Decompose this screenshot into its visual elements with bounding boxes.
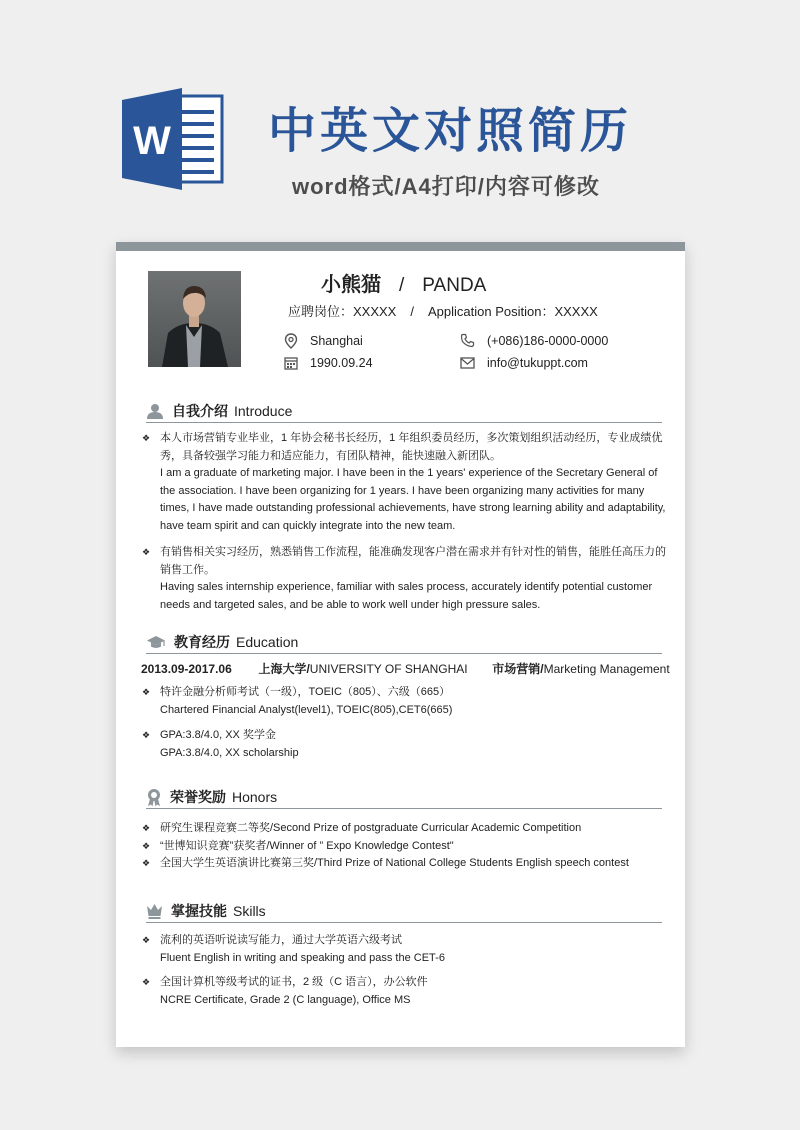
section-intro-header <box>146 400 662 423</box>
intro-item-1-cn: 本人市场营销专业毕业，1 年协会秘书长经历，1 年组织委员经历，多次策划组织活动经历，专业成绩优秀，具备较强学习能力和适应能力，有团队精神，能快速融入新团队。 <box>160 432 663 462</box>
sheet-top-bar <box>116 242 685 251</box>
honors-item-2-text: “世博知识竞赛”获奖者/Winner of ” Expo Knowledge Contest" <box>160 839 454 852</box>
education-item-1 <box>142 684 667 719</box>
crown-icon <box>146 903 163 919</box>
phone-icon <box>460 333 475 348</box>
education-period: 2013.09-2017.06 <box>141 662 232 676</box>
bullet-icon: ❖ <box>142 433 151 443</box>
intro-item-2-en: Having sales internship experience, familiar with sales process, accurately identify potential customer needs and targeted sales, and be able to work well under high pressure sales. <box>160 581 653 611</box>
bullet-icon: ❖ <box>142 730 151 740</box>
bullet-icon: ❖ <box>142 858 151 868</box>
person-avatar-icon <box>148 271 241 367</box>
contact-birth <box>284 356 373 370</box>
education-summary <box>141 660 670 677</box>
honors-item-2 <box>142 838 667 856</box>
intro-item-1 <box>142 430 667 535</box>
name-slash: / <box>399 275 405 296</box>
education-major-en: Marketing Management <box>543 662 670 676</box>
name-en: PANDA <box>422 275 487 296</box>
education-item-2 <box>142 727 667 762</box>
position-cn: 应聘岗位：XXXXX <box>288 304 397 319</box>
section-intro-en: Introduce <box>234 403 293 419</box>
education-school-en: UNIVERSITY OF SHANGHAI <box>309 662 468 676</box>
section-education-header <box>146 631 662 654</box>
bullet-icon: ❖ <box>142 547 151 557</box>
position-line <box>288 301 598 320</box>
bullet-icon: ❖ <box>142 935 151 945</box>
location-pin-icon <box>284 333 298 349</box>
contact-phone <box>460 333 608 348</box>
medal-icon <box>146 788 162 807</box>
person-icon <box>146 403 164 419</box>
graduation-cap-icon <box>146 635 166 650</box>
section-honors-header <box>146 786 662 809</box>
skills-item-1-en: Fluent English in writing and speaking and pass the CET-6 <box>160 951 445 964</box>
name-cn: 小熊猫 <box>321 274 381 296</box>
section-education-en: Education <box>236 634 299 650</box>
contact-email <box>460 356 588 370</box>
honors-item-3 <box>142 855 667 873</box>
resume-sheet <box>116 242 685 1047</box>
honors-item-1-text: 研究生课程竞赛二等奖/Second Prize of postgraduate Curricular Academic Competition <box>160 822 582 834</box>
skills-item-1-cn: 流利的英语听说读写能力，通过大学英语六级考试 <box>160 934 402 946</box>
honors-item-3-text: 全国大学生英语演讲比赛第三奖/Third Prize of National College Students English speech contest <box>160 857 629 869</box>
banner-title: 中英文对照简历 <box>268 105 633 158</box>
name-line <box>321 268 486 297</box>
contact-city <box>284 333 363 349</box>
word-letter: W <box>133 119 171 163</box>
banner-subtitle: word格式/A4打印/内容可修改 <box>292 174 600 199</box>
calendar-icon <box>284 356 298 370</box>
section-intro-cn: 自我介绍 <box>172 403 228 419</box>
education-item-1-cn: 特许金融分析师考试（一级），TOEIC（805）、六级（665） <box>160 686 451 698</box>
section-skills-cn: 掌握技能 <box>171 903 227 919</box>
intro-item-2 <box>142 544 667 614</box>
bullet-icon: ❖ <box>142 977 151 987</box>
skills-item-2-en: NCRE Certificate, Grade 2 (C language), Office MS <box>160 993 411 1006</box>
birth-text: 1990.09.24 <box>310 356 373 370</box>
intro-item-1-en: I am a graduate of marketing major. I have been in the 1 years' experience of the Secretary General of the association. I have been organizing for 1 years. I have been organizing many activities for many times, I have made outstanding professional achievements, have strong learning ability and adaptability, have team spirit and can quickly integrate into the new team. <box>160 467 666 532</box>
bullet-icon: ❖ <box>142 840 151 851</box>
education-item-2-en: GPA:3.8/4.0, XX scholarship <box>160 746 299 759</box>
education-school-cn: 上海大学/ <box>258 662 310 676</box>
word-doc-icon <box>118 84 228 194</box>
profile-photo <box>148 271 241 367</box>
email-text: info@tukuppt.com <box>487 356 588 370</box>
honors-item-1 <box>142 820 667 838</box>
skills-item-2-cn: 全国计算机等级考试的证书，2 级（C 语言），办公软件 <box>160 976 428 988</box>
education-major-cn: 市场营销/ <box>492 662 544 676</box>
intro-item-2-cn: 有销售相关实习经历，熟悉销售工作流程，能准确发现客户潜在需求并有针对性的销售，能胜任高压力的销售工作。 <box>160 546 666 576</box>
skills-item-1 <box>142 932 667 967</box>
section-skills-header <box>146 900 662 923</box>
education-item-2-cn: GPA:3.8/4.0, XX 奖学金 <box>160 729 276 741</box>
phone-text: (+086)186-0000-0000 <box>487 333 609 348</box>
section-honors-en: Honors <box>232 789 278 805</box>
skills-item-2 <box>142 974 667 1009</box>
section-skills-en: Skills <box>233 903 266 919</box>
bullet-icon: ❖ <box>142 823 151 833</box>
education-item-1-en: Chartered Financial Analyst(level1), TOEIC(805),CET6(665) <box>160 703 453 716</box>
bullet-icon: ❖ <box>142 687 151 697</box>
section-honors-cn: 荣誉奖励 <box>170 789 226 805</box>
city-text: Shanghai <box>310 334 363 348</box>
section-education-cn: 教育经历 <box>174 634 230 650</box>
position-slash: / <box>410 304 414 319</box>
mail-icon <box>460 357 475 369</box>
position-en: Application Position：XXXXX <box>427 304 598 319</box>
